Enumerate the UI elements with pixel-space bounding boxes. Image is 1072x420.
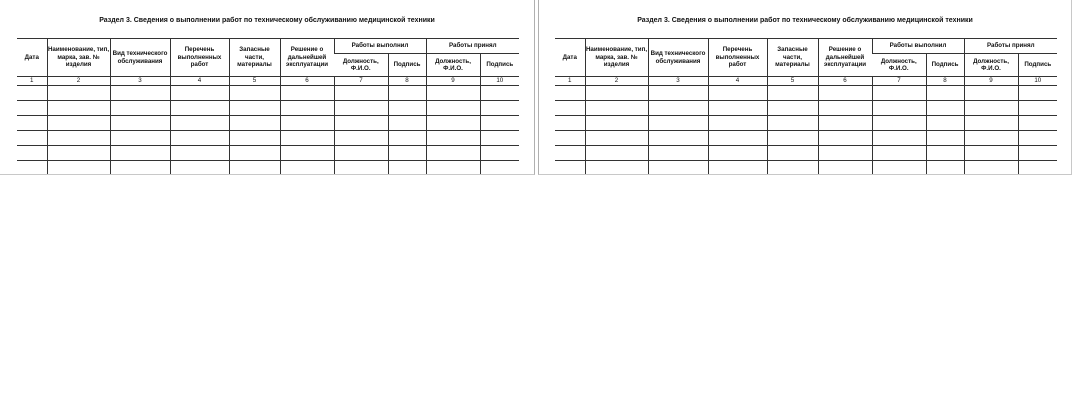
table-cell	[426, 101, 480, 116]
table-cell	[17, 86, 47, 101]
table-cell	[648, 86, 708, 101]
table-cell	[708, 131, 767, 146]
table-cell	[585, 101, 648, 116]
table-cell	[708, 116, 767, 131]
table-cell	[17, 161, 47, 176]
col-header-date: Дата	[555, 39, 585, 77]
table-cell	[110, 101, 170, 116]
column-number: 7	[334, 77, 388, 86]
table-cell	[229, 116, 280, 131]
header-row-top	[555, 39, 1057, 54]
table-cell	[555, 86, 585, 101]
table-cell	[110, 116, 170, 131]
table-cell	[964, 86, 1018, 101]
table-cell	[170, 101, 229, 116]
table-row	[17, 116, 519, 131]
table-cell	[555, 146, 585, 161]
table-cell	[926, 146, 964, 161]
table-cell	[480, 101, 519, 116]
column-number: 10	[1018, 77, 1057, 86]
table-cell	[708, 101, 767, 116]
table-cell	[334, 116, 388, 131]
table-cell	[708, 86, 767, 101]
column-number-row	[555, 77, 1057, 86]
column-number: 4	[708, 77, 767, 86]
table-cell	[1018, 161, 1057, 176]
table-cell	[334, 161, 388, 176]
table-cell	[280, 146, 334, 161]
table-cell	[229, 86, 280, 101]
col-header-performer-position: Должность, Ф.И.О.	[872, 54, 926, 77]
table-row	[555, 116, 1057, 131]
table-cell	[110, 86, 170, 101]
column-number: 7	[872, 77, 926, 86]
column-number: 1	[17, 77, 47, 86]
col-header-performer-signature: Подпись	[926, 54, 964, 77]
table-cell	[926, 161, 964, 176]
table-cell	[872, 86, 926, 101]
col-header-accepted: Работы принял	[964, 39, 1057, 54]
table-row	[555, 101, 1057, 116]
table-cell	[964, 146, 1018, 161]
table-cell	[47, 86, 110, 101]
table-cell	[334, 101, 388, 116]
table-cell	[872, 116, 926, 131]
table-cell	[229, 101, 280, 116]
header-row-top	[17, 39, 519, 54]
table-cell	[767, 131, 818, 146]
table-cell	[480, 86, 519, 101]
table-body	[555, 86, 1057, 176]
table-cell	[426, 146, 480, 161]
table-cell	[818, 116, 872, 131]
table-row	[555, 161, 1057, 176]
table-row	[17, 131, 519, 146]
table-cell	[926, 86, 964, 101]
page-right	[538, 0, 1072, 175]
table-cell	[388, 161, 426, 176]
col-header-name: Наименование, тип, марка, зав. № изделия	[47, 39, 110, 77]
table-cell	[388, 116, 426, 131]
col-header-name: Наименование, тип, марка, зав. № изделия	[585, 39, 648, 77]
table-cell	[818, 86, 872, 101]
column-number: 3	[648, 77, 708, 86]
table-row	[17, 161, 519, 176]
table-cell	[926, 131, 964, 146]
table-cell	[229, 161, 280, 176]
table-cell	[480, 131, 519, 146]
table-row	[17, 101, 519, 116]
column-number: 9	[426, 77, 480, 86]
table-cell	[229, 146, 280, 161]
table-cell	[926, 101, 964, 116]
col-header-service-type: Вид технического обслуживания	[648, 39, 708, 77]
column-number: 8	[388, 77, 426, 86]
col-header-work-list: Перечень выполненных работ	[170, 39, 229, 77]
table-cell	[872, 161, 926, 176]
table-cell	[388, 146, 426, 161]
table-cell	[170, 86, 229, 101]
table-cell	[767, 116, 818, 131]
table-cell	[964, 131, 1018, 146]
table-cell	[17, 101, 47, 116]
table-cell	[818, 161, 872, 176]
table-cell	[280, 161, 334, 176]
table-cell	[555, 161, 585, 176]
table-cell	[555, 116, 585, 131]
col-header-spare-parts: Запасные части, материалы	[767, 39, 818, 77]
table-cell	[480, 116, 519, 131]
table-cell	[280, 131, 334, 146]
table-body	[17, 86, 519, 176]
table-cell	[767, 161, 818, 176]
col-header-decision: Решение о дальнейшей эксплуатации	[818, 39, 872, 77]
col-header-accepted: Работы принял	[426, 39, 519, 54]
table-cell	[334, 131, 388, 146]
table-cell	[47, 101, 110, 116]
table-cell	[388, 101, 426, 116]
table-cell	[17, 146, 47, 161]
table-cell	[480, 146, 519, 161]
table-cell	[1018, 131, 1057, 146]
section-title: Раздел 3. Сведения о выполнении работ по техническому обслуживанию медицинской техники	[99, 17, 435, 24]
table-cell	[1018, 86, 1057, 101]
column-number: 2	[585, 77, 648, 86]
table-cell	[280, 101, 334, 116]
table-cell	[426, 131, 480, 146]
table-row	[555, 131, 1057, 146]
column-number: 1	[555, 77, 585, 86]
table-row	[17, 146, 519, 161]
maintenance-journal-table	[17, 38, 519, 175]
table-cell	[818, 131, 872, 146]
column-number-row	[17, 77, 519, 86]
col-header-spare-parts: Запасные части, материалы	[229, 39, 280, 77]
table-cell	[648, 146, 708, 161]
table-cell	[585, 86, 648, 101]
table-cell	[585, 116, 648, 131]
table-cell	[388, 86, 426, 101]
table-cell	[708, 146, 767, 161]
page-left	[0, 0, 535, 175]
table-cell	[585, 146, 648, 161]
table-cell	[1018, 116, 1057, 131]
col-header-acceptor-signature: Подпись	[1018, 54, 1057, 77]
col-header-performer-position: Должность, Ф.И.О.	[334, 54, 388, 77]
col-header-acceptor-position: Должность, Ф.И.О.	[964, 54, 1018, 77]
table-cell	[964, 161, 1018, 176]
table-cell	[47, 146, 110, 161]
col-header-performed: Работы выполнил	[334, 39, 426, 54]
table-cell	[426, 161, 480, 176]
table-cell	[964, 101, 1018, 116]
col-header-date: Дата	[17, 39, 47, 77]
column-number: 6	[280, 77, 334, 86]
table-cell	[47, 161, 110, 176]
table-cell	[426, 116, 480, 131]
col-header-decision: Решение о дальнейшей эксплуатации	[280, 39, 334, 77]
column-number: 8	[926, 77, 964, 86]
table-cell	[110, 161, 170, 176]
maintenance-journal-table	[555, 38, 1057, 175]
table-cell	[480, 161, 519, 176]
col-header-acceptor-signature: Подпись	[480, 54, 519, 77]
table-cell	[767, 86, 818, 101]
column-number: 4	[170, 77, 229, 86]
column-number: 2	[47, 77, 110, 86]
column-number: 5	[229, 77, 280, 86]
table-cell	[334, 146, 388, 161]
table-row	[555, 146, 1057, 161]
col-header-service-type: Вид технического обслуживания	[110, 39, 170, 77]
table-cell	[708, 161, 767, 176]
table-cell	[872, 131, 926, 146]
table-cell	[767, 146, 818, 161]
table-cell	[280, 116, 334, 131]
col-header-performer-signature: Подпись	[388, 54, 426, 77]
table-cell	[388, 131, 426, 146]
table-cell	[47, 131, 110, 146]
table-cell	[872, 146, 926, 161]
table-cell	[818, 101, 872, 116]
table-cell	[170, 131, 229, 146]
table-cell	[818, 146, 872, 161]
table-cell	[280, 86, 334, 101]
table-cell	[555, 101, 585, 116]
section-title: Раздел 3. Сведения о выполнении работ по техническому обслуживанию медицинской техники	[637, 17, 973, 24]
table-cell	[926, 116, 964, 131]
table-cell	[17, 131, 47, 146]
table-cell	[170, 146, 229, 161]
table-cell	[872, 101, 926, 116]
table-cell	[1018, 146, 1057, 161]
table-cell	[585, 161, 648, 176]
table-cell	[1018, 101, 1057, 116]
column-number: 9	[964, 77, 1018, 86]
table-cell	[648, 101, 708, 116]
col-header-performed: Работы выполнил	[872, 39, 964, 54]
table-cell	[648, 131, 708, 146]
table-cell	[110, 131, 170, 146]
table-cell	[334, 86, 388, 101]
table-cell	[110, 146, 170, 161]
column-number: 5	[767, 77, 818, 86]
col-header-work-list: Перечень выполненных работ	[708, 39, 767, 77]
table-cell	[555, 131, 585, 146]
table-cell	[648, 161, 708, 176]
column-number: 10	[480, 77, 519, 86]
table-cell	[767, 101, 818, 116]
column-number: 6	[818, 77, 872, 86]
table-cell	[585, 131, 648, 146]
table-row	[555, 86, 1057, 101]
table-cell	[426, 86, 480, 101]
table-cell	[648, 116, 708, 131]
table-cell	[47, 116, 110, 131]
col-header-acceptor-position: Должность, Ф.И.О.	[426, 54, 480, 77]
table-cell	[170, 161, 229, 176]
table-cell	[170, 116, 229, 131]
column-number: 3	[110, 77, 170, 86]
table-row	[17, 86, 519, 101]
table-cell	[229, 131, 280, 146]
table-cell	[17, 116, 47, 131]
table-cell	[964, 116, 1018, 131]
